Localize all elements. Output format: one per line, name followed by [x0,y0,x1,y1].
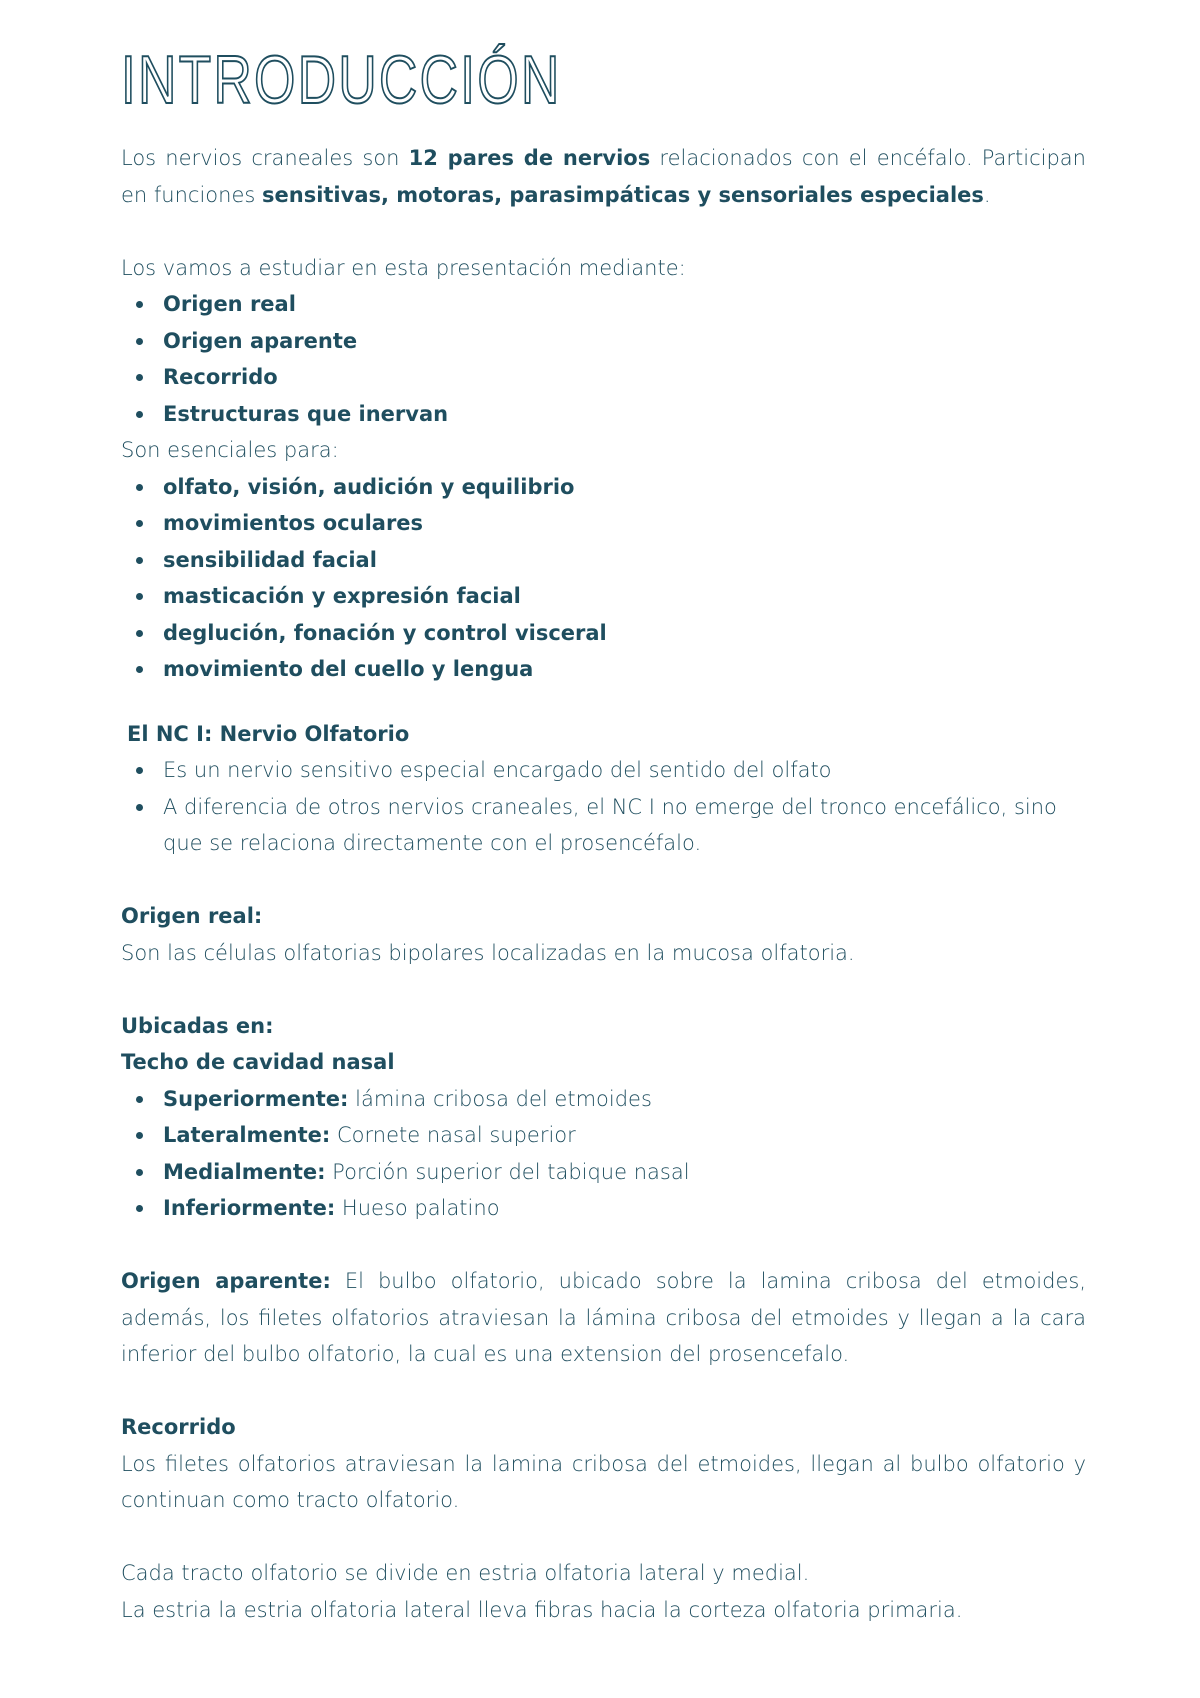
origen-real-heading: Origen real: [121,904,263,928]
closing-line-2: La estria la estria olfatoria lateral lleva fibras hacia la corteza olfatoria primaria. [121,1597,963,1622]
list-item: sensibilidad facial [121,542,1086,579]
list-item: movimiento del cuello y lengua [121,651,1086,688]
list-item: Recorrido [121,359,1086,396]
list-item: Origen aparente [121,323,1086,360]
ubicadas-list [121,1081,1086,1227]
list-item: Lateralmente: Cornete nasal superior [121,1117,1086,1154]
list-item: masticación y expresión facial [121,578,1086,615]
intro-text: Los nervios craneales son [121,146,409,170]
list-item: A diferencia de otros nervios craneales, el NC I no emerge del tronco encefálico, sino que se relaciona directamente con el prosencéfalo. [121,789,1086,862]
list-item: Superiormente: lámina cribosa del etmoides [121,1081,1086,1118]
list-item: movimientos oculares [121,505,1086,542]
intro-bold-functions: sensitivas, motoras, parasimpáticas y sensoriales especiales [262,182,984,207]
list-item: deglución, fonación y control visceral [121,615,1086,652]
study-lead: Los vamos a estudiar en esta presentación mediante: [121,255,686,280]
nc1-heading: El NC I: Nervio Olfatorio [127,721,410,746]
list-item: Inferiormente: Hueso palatino [121,1190,1086,1227]
list-item: Es un nervio sensitivo especial encargado del sentido del olfato [121,752,1086,789]
intro-bold-pairs: 12 pares de nervios [408,146,651,170]
recorrido-text: Los filetes olfatorios atraviesan la lamina cribosa del etmoides, llegan al bulbo olfatorio y continuan como tracto olfatorio. [121,1451,1086,1512]
intro-text: relacionados con el encéfalo. Participan en funciones [121,146,1086,207]
origen-aparente-text: El bulbo olfatorio, ubicado sobre la lamina cribosa del etmoides, además, los filetes olfatorios atraviesan la lámina cribosa del etmoides y llegan a la cara inferior del bulbo olfatorio, la cual es una extension del prosencefalo. [121,1269,1086,1366]
closing-line-1: Cada tracto olfatorio se divide en estria olfatoria lateral y medial. [121,1561,810,1585]
origen-real-text: Son las células olfatorias bipolares localizadas en la mucosa olfatoria. [121,940,855,965]
essential-lead: Son esenciales para: [121,438,339,462]
study-list [121,286,1086,432]
intro-paragraph [121,140,1086,213]
list-item: Medialmente: Porción superior del tabique nasal [121,1154,1086,1191]
page-title: INTRODUCCIÓN [121,42,562,118]
intro-text: . [983,182,991,207]
origen-aparente-paragraph [121,1263,1086,1373]
origen-aparente-label: Origen aparente: [121,1269,331,1293]
nc1-list [121,752,1086,862]
techo-heading: Techo de cavidad nasal [121,1050,395,1074]
recorrido-heading: Recorrido [121,1415,236,1439]
ubicadas-heading: Ubicadas en: [121,1013,274,1038]
list-item: Origen real [121,286,1086,323]
list-item: Estructuras que inervan [121,396,1086,433]
essential-list [121,469,1086,688]
list-item: olfato, visión, audición y equilibrio [121,469,1086,506]
